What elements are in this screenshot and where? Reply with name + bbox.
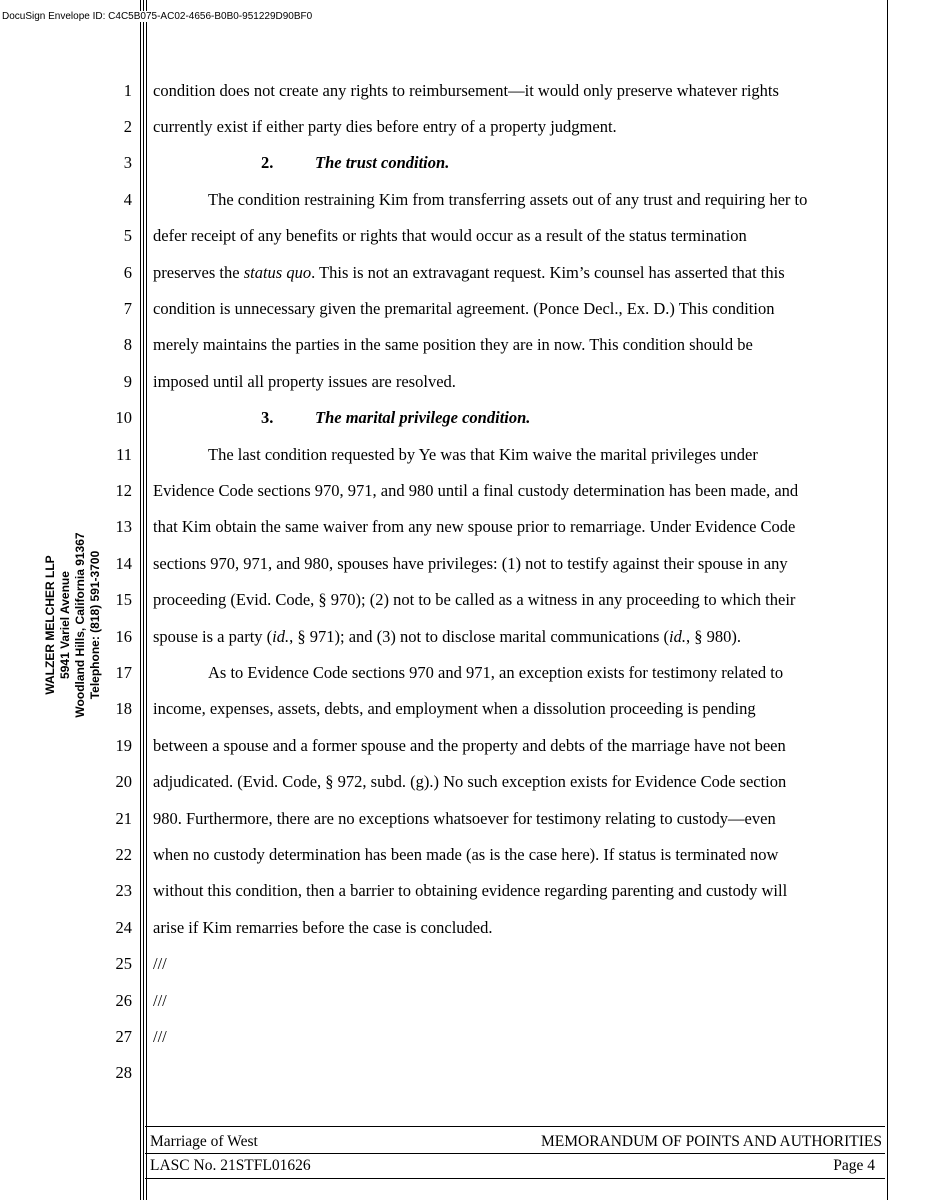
line-number: 11 — [116, 445, 132, 464]
line-number: 23 — [115, 881, 132, 900]
section-heading — [261, 153, 449, 173]
line-number: 8 — [123, 335, 132, 354]
line-number: 19 — [115, 736, 132, 755]
body-line: that Kim obtain the same waiver from any new spouse prior to remarriage. Under Evidence Code — [153, 517, 796, 536]
line-number: 20 — [115, 772, 132, 791]
line-number: 28 — [115, 1063, 132, 1082]
line-number: 22 — [115, 845, 132, 864]
line-number: 18 — [115, 699, 132, 718]
text-run: , § 971); and (3) not to disclose marital communications ( — [289, 627, 670, 646]
line-number: 21 — [115, 809, 132, 828]
section-number: 2. — [261, 153, 274, 172]
body-line: currently exist if either party dies before entry of a property judgment. — [153, 117, 617, 136]
body-line: when no custody determination has been made (as is the case here). If status is terminated now — [153, 845, 779, 864]
footer-rule-top — [145, 1126, 885, 1127]
footer-case-number: LASC No. 21STFL01626 — [150, 1157, 311, 1174]
line-number: 5 — [123, 226, 132, 245]
italic-text: status quo — [243, 263, 312, 282]
italic-text: id. — [669, 627, 686, 646]
left-margin-rule — [140, 0, 141, 1200]
firm-street: 5941 Variel Avenue — [58, 571, 72, 679]
footer-case-name: Marriage of West — [150, 1133, 258, 1150]
line-number: 12 — [115, 481, 132, 500]
body-line: arise if Kim remarries before the case is concluded. — [153, 918, 493, 937]
italic-text: id. — [272, 627, 290, 646]
line-number: 7 — [123, 299, 132, 318]
line-number: 14 — [115, 554, 132, 573]
section-title: The marital privilege condition. — [315, 408, 531, 427]
body-line: sections 970, 971, and 980, spouses have privileges: (1) not to testify against their spouse in any — [153, 554, 788, 573]
footer-page-number: Page 4 — [833, 1157, 875, 1174]
body-line: merely maintains the parties in the same position they are in now. This condition should be — [153, 335, 753, 354]
body-line: proceeding (Evid. Code, § 970); (2) not to be called as a witness in any proceeding to which their — [153, 590, 796, 609]
line-number: 13 — [115, 517, 132, 536]
line-number: 26 — [115, 991, 132, 1010]
left-margin-rule-2 — [143, 0, 144, 1200]
body-line: imposed until all property issues are resolved. — [153, 372, 456, 391]
text-run: spouse is a party ( — [153, 627, 273, 646]
section-heading — [261, 408, 530, 428]
body-line: /// — [153, 1027, 167, 1046]
line-number: 17 — [115, 663, 132, 682]
line-number: 24 — [115, 918, 132, 937]
body-line: /// — [153, 954, 167, 973]
docusign-envelope-id: DocuSign Envelope ID: C4C5B075-AC02-4656-B0B0-951229D90BF0 — [2, 11, 313, 22]
line-number: 27 — [115, 1027, 132, 1046]
line-number: 2 — [123, 117, 132, 136]
body-line: /// — [153, 991, 167, 1010]
line-number: 16 — [115, 627, 132, 646]
right-margin-rule — [887, 0, 888, 1200]
body-line: condition does not create any rights to reimbursement—it would only preserve whatever rights — [153, 81, 779, 100]
body-line: defer receipt of any benefits or rights that would occur as a result of the status termination — [153, 226, 747, 245]
body-line — [153, 263, 785, 283]
text-run: preserves the — [153, 263, 244, 282]
line-number: 25 — [115, 954, 132, 973]
body-line — [153, 627, 741, 647]
line-number: 3 — [123, 153, 132, 172]
footer-rule-bottom — [145, 1178, 885, 1179]
footer-doc-title: MEMORANDUM OF POINTS AND AUTHORITIES — [540, 1133, 882, 1150]
body-line: The last condition requested by Ye was that Kim waive the marital privileges under — [208, 445, 758, 464]
section-title: The trust condition. — [315, 153, 450, 172]
left-margin-rule-3 — [146, 0, 147, 1200]
section-number: 3. — [261, 408, 274, 427]
firm-phone: Telephone: (818) 591-3700 — [88, 550, 102, 700]
body-line: without this condition, then a barrier to obtaining evidence regarding parenting and custody will — [153, 881, 788, 900]
line-number: 6 — [123, 263, 132, 282]
footer-rule-middle — [145, 1153, 885, 1154]
firm-city: Woodland Hills, California 91367 — [73, 532, 87, 718]
line-number: 15 — [115, 590, 132, 609]
body-line: condition is unnecessary given the premarital agreement. (Ponce Decl., Ex. D.) This condition — [153, 299, 775, 318]
body-line: The condition restraining Kim from transferring assets out of any trust and requiring her to — [208, 190, 808, 209]
body-line: between a spouse and a former spouse and the property and debts of the marriage have not been — [153, 736, 786, 755]
firm-name: WALZER MELCHER LLP — [43, 555, 57, 695]
line-number: 1 — [123, 81, 132, 100]
text-run: , § 980). — [685, 627, 741, 646]
body-line: income, expenses, assets, debts, and employment when a dissolution proceeding is pending — [153, 699, 756, 718]
body-line: 980. Furthermore, there are no exceptions whatsoever for testimony relating to custody—even — [153, 809, 776, 828]
text-run: . This is not an extravagant request. Kim’s counsel has asserted that this — [311, 263, 785, 282]
line-number: 10 — [115, 408, 132, 427]
line-number: 9 — [123, 372, 132, 391]
line-number: 4 — [123, 190, 132, 209]
body-line: adjudicated. (Evid. Code, § 972, subd. (g).) No such exception exists for Evidence Code section — [153, 772, 787, 791]
body-line: As to Evidence Code sections 970 and 971, an exception exists for testimony related to — [208, 663, 784, 682]
body-line: Evidence Code sections 970, 971, and 980 until a final custody determination has been made, and — [153, 481, 799, 500]
firm-sidebar — [43, 475, 103, 775]
